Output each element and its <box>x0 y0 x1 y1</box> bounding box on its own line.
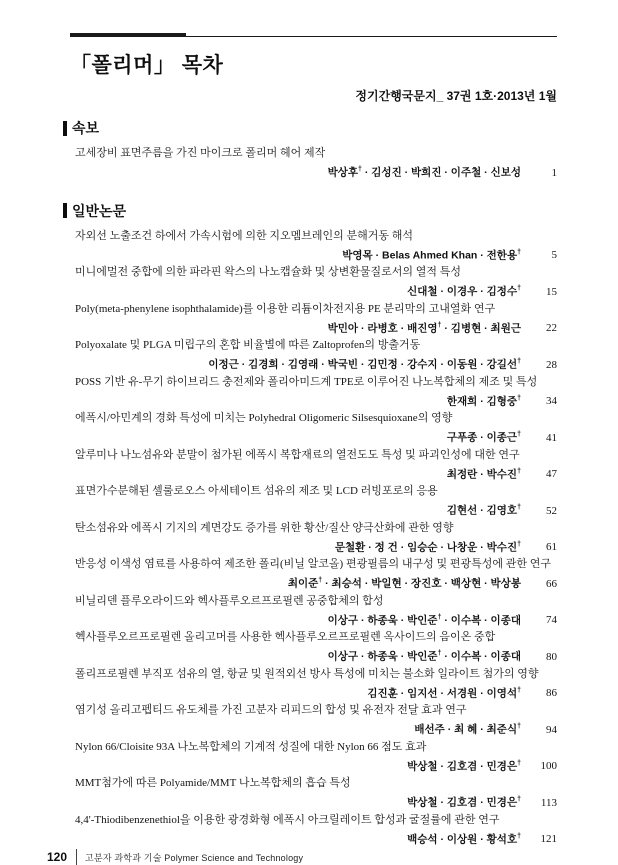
article-page-number: 5 <box>551 249 557 261</box>
section-heading-label: 속보 <box>72 120 100 136</box>
article-authors: 배선주 · 최 혜 · 최준식† <box>414 723 521 736</box>
article-title: POSS 기반 유-무기 하이브리드 충전제와 폴리아미드계 TPE로 이루어진 나노복합체의 제조 및 특성 <box>75 375 538 388</box>
article-byline <box>63 792 557 811</box>
header-rule-thick-segment <box>70 33 186 37</box>
section-heading-label: 일반논문 <box>72 202 127 219</box>
article-page-number: 34 <box>546 395 557 407</box>
article-entry <box>63 338 557 373</box>
article-byline <box>63 245 557 264</box>
article-byline <box>63 683 557 702</box>
article-entry <box>63 302 557 337</box>
section-heading <box>63 118 557 138</box>
article-title: 반응성 이색성 염료를 사용하여 제조한 폴리(비닐 알코올) 편광필름의 내구성 및 편광특성에 관한 연구 <box>75 558 551 570</box>
article-title: MMT첨가에 따른 Polyamide/MMT 나노복합체의 흡습 특성 <box>75 777 351 789</box>
article-authors: 구푸종 · 이종근† <box>446 431 521 444</box>
article-entry <box>63 667 557 702</box>
article-authors: 이상구 · 하종욱 · 박인준† · 이수복 · 이종대 <box>327 650 521 663</box>
page-title: 「폴리머」 목차 <box>70 54 224 77</box>
article-byline <box>63 646 557 665</box>
article-byline <box>63 756 557 775</box>
article-title: 미니에멀전 중합에 의한 파라핀 왁스의 나노캡슐화 및 상변환물질로서의 열적 특성 <box>75 266 462 278</box>
header-rule <box>70 36 557 37</box>
article-page-number: 1 <box>551 166 557 179</box>
section-heading-bar <box>63 203 67 218</box>
article-title: 비닐리덴 플루오라이드와 헥사플루오르프로필렌 공중합체의 합성 <box>75 594 384 607</box>
article-entry <box>63 229 557 264</box>
footer-divider <box>76 849 77 865</box>
article-title: 탄소섬유와 에폭시 기지의 계면강도 증가를 위한 황산/질산 양극산화에 관한 영향 <box>75 521 454 534</box>
article-authors: 박영목 · Belas Ahmed Khan · 전한용† <box>342 248 521 261</box>
article-page-number: 86 <box>546 687 557 699</box>
article-page-number: 52 <box>546 504 557 517</box>
article-entry <box>63 703 557 738</box>
article-authors: 백승석 · 이상원 · 황석호† <box>407 832 521 845</box>
article-title: Nylon 66/Cloisite 93A 나노복합체의 기계적 성질에 대한 Nylon 66 점도 효과 <box>75 740 427 753</box>
article-authors: 김현선 · 김영호† <box>446 504 521 517</box>
article-authors: 한재희 · 김형중† <box>446 394 521 407</box>
article-page-number: 113 <box>540 796 557 809</box>
article-entry <box>63 594 557 629</box>
section-soкbo <box>63 118 557 181</box>
article-authors: 박민아 · 라병호 · 배진영† · 김병현 · 최원근 <box>327 321 521 334</box>
article-authors: 최정란 · 박수진† <box>446 467 521 480</box>
article-page-number: 15 <box>546 285 557 298</box>
article-page-number: 100 <box>540 760 557 772</box>
article-title: 염기성 올리고펩티드 유도체를 가진 고분자 리피드의 합성 및 유전자 전달 효과 연구 <box>75 704 467 716</box>
article-byline <box>63 354 557 373</box>
toc-page <box>63 36 557 849</box>
article-byline <box>63 162 557 181</box>
article-authors: 박상후† · 김성진 · 박희진 · 이주철 · 신보성 <box>327 166 521 179</box>
article-entry <box>63 375 557 410</box>
article-page-number: 66 <box>546 577 557 590</box>
article-authors: 이상구 · 하종욱 · 박인준† · 이수복 · 이종대 <box>327 613 521 626</box>
article-entry <box>63 411 557 446</box>
article-authors: 문철환 · 정 건 · 임승순 · 나창운 · 박수진† <box>334 540 521 553</box>
page-footer <box>47 849 618 865</box>
footer-journal-name: 고분자 과학과 기술 Polymer Science and Technology <box>85 852 304 863</box>
article-entry <box>63 740 557 775</box>
article-title: 고세장비 표면주름을 가진 마이크로 폴리머 헤어 제작 <box>75 147 326 159</box>
article-entry <box>63 146 557 181</box>
section-heading <box>63 201 557 221</box>
article-title: Poly(meta-phenylene isophthalamide)를 이용한 리튬이차전지용 PE 분리막의 고내열화 연구 <box>75 302 496 315</box>
section-general-papers <box>63 201 557 848</box>
article-entry <box>63 484 557 519</box>
footer-page-number: 120 <box>47 850 68 864</box>
article-page-number: 94 <box>546 723 557 736</box>
article-byline <box>63 318 557 337</box>
article-page-number: 28 <box>546 358 557 371</box>
article-page-number: 80 <box>546 650 557 663</box>
article-authors: 박상철 · 김호겸 · 민경은† <box>407 759 521 772</box>
article-entry <box>63 630 557 665</box>
article-title: 폴리프로필렌 부직포 섬유의 열, 항균 및 원적외선 방사 특성에 미치는 불소화 일라이트 첨가의 영향 <box>75 667 539 680</box>
article-byline <box>63 537 557 556</box>
article-entry <box>63 557 557 592</box>
article-entry <box>63 776 557 811</box>
article-page-number: 22 <box>546 322 557 334</box>
article-byline <box>63 464 557 483</box>
article-page-number: 41 <box>546 431 557 444</box>
section-heading-bar <box>63 121 67 136</box>
article-byline <box>63 829 557 848</box>
article-authors: 이정근 · 김경희 · 김영래 · 박국빈 · 김민정 · 강수지 · 이동원 · 강길선† <box>208 358 521 371</box>
article-entry <box>63 448 557 483</box>
article-title: 4,4'-Thiodibenzenethiol을 이용한 광경화형 에폭시 아크릴레이트 합성과 굴절률에 관한 연구 <box>75 813 500 826</box>
article-authors: 최이준† · 최승석 · 박일현 · 장진호 · 백상현 · 박상봉 <box>287 577 521 590</box>
article-byline <box>63 500 557 519</box>
article-authors: 김진훈 · 임지선 · 서경원 · 이영석† <box>367 686 521 699</box>
article-authors: 박상철 · 김호겸 · 민경은† <box>407 796 521 809</box>
article-title: 헥사플루오르프로필렌 올리고머를 사용한 헥사플루오르프로필렌 옥사이드의 음이온 중합 <box>75 631 496 643</box>
article-entry <box>63 265 557 300</box>
article-authors: 신대철 · 이경우 · 김정수† <box>407 285 521 298</box>
article-title: 자외선 노출조건 하에서 가속시험에 의한 지오멤브레인의 분해거동 해석 <box>75 229 414 242</box>
article-byline <box>63 719 557 738</box>
article-page-number: 61 <box>546 541 557 553</box>
article-byline <box>63 281 557 300</box>
article-page-number: 47 <box>546 468 557 480</box>
article-title: 알루미나 나노섬유와 분말이 첨가된 에폭시 복합재료의 열전도도 특성 및 파괴인성에 대한 연구 <box>75 448 520 461</box>
article-title: 에폭시/아민계의 경화 특성에 미치는 Polyhedral Oligomeric Silsesquioxane의 영향 <box>75 412 453 424</box>
article-byline <box>63 391 557 410</box>
article-title: Polyoxalate 및 PLGA 미립구의 혼합 비율별에 따른 Zaltoprofen의 방출거동 <box>75 339 421 351</box>
article-byline <box>63 610 557 629</box>
article-title: 표면가수분해된 셀룰로오스 아세테이트 섬유의 제조 및 LCD 러빙포로의 응용 <box>75 485 438 497</box>
article-entry <box>63 521 557 556</box>
article-byline <box>63 573 557 592</box>
article-page-number: 121 <box>540 833 557 845</box>
issue-info: 정기간행국문지_ 37권 1호·2013년 1월 <box>355 89 557 103</box>
article-page-number: 74 <box>546 614 557 626</box>
section-gap <box>63 183 557 189</box>
article-byline <box>63 427 557 446</box>
